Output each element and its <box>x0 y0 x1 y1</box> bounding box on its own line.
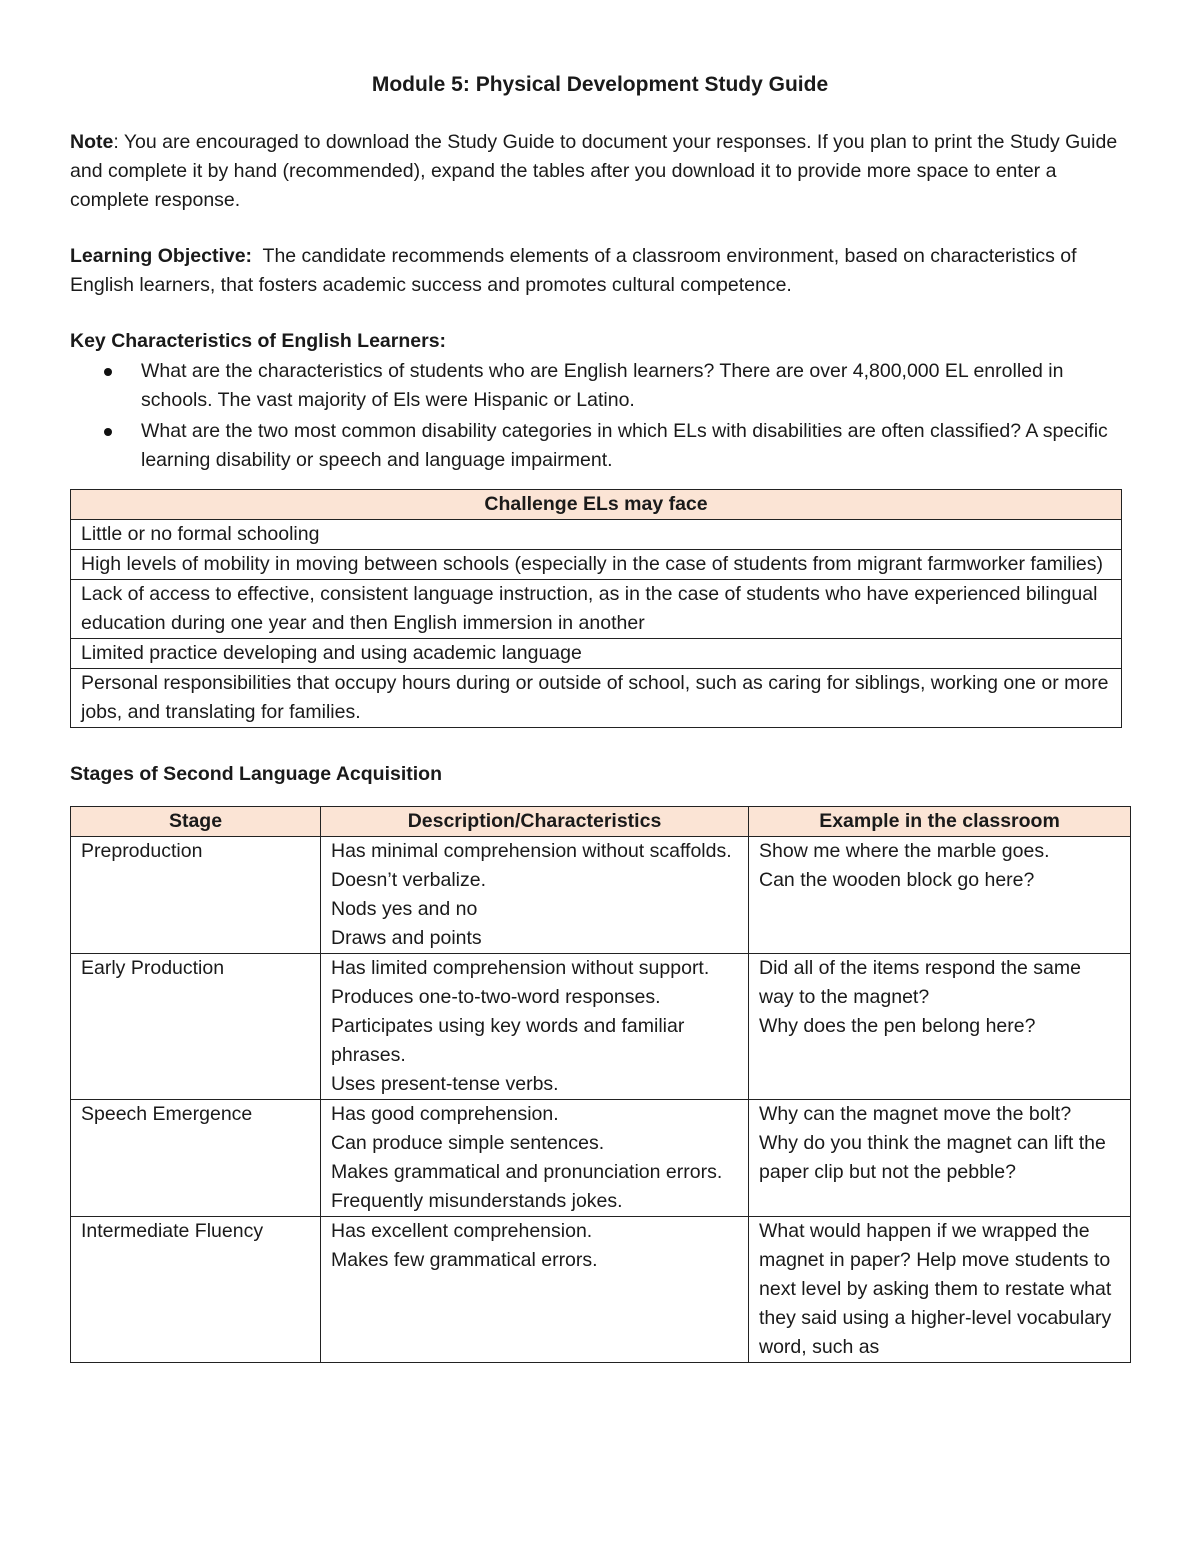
description-line: Can produce simple sentences. <box>331 1132 605 1154</box>
table-row <box>71 954 1131 1100</box>
example-cell <box>749 1100 1131 1217</box>
learning-objective-label: Learning Objective: <box>70 245 253 267</box>
description-cell <box>321 1100 749 1217</box>
stage-cell: Speech Emergence <box>71 1100 321 1217</box>
learning-objective-text: The candidate recommends elements of a classroom environment, based on characteristics of English learners, that fosters academic success and promotes cultural competence. <box>70 245 1082 296</box>
description-line: Has minimal comprehension without scaffolds. <box>331 840 732 862</box>
stages-table <box>70 806 1131 1363</box>
description-cell <box>321 1217 749 1363</box>
example-line: What would happen if we wrapped the magnet in paper? Help move students to next level by asking them to restate what they said using a higher-level vocabulary word, such as <box>759 1220 1112 1358</box>
stage-cell: Preproduction <box>71 837 321 954</box>
challenges-table <box>70 489 1122 728</box>
note-label: Note <box>70 131 114 153</box>
description-line: Has good comprehension. <box>331 1103 559 1125</box>
bullet-icon <box>104 368 112 376</box>
stages-heading: Stages of Second Language Acquisition <box>70 763 442 785</box>
bullet-text: What are the two most common disability categories in which ELs with disabilities are often classified? A specific learning disability or speech and language impairment. <box>141 420 1108 471</box>
document-page <box>70 62 1130 1363</box>
example-cell <box>749 954 1131 1100</box>
column-header-stage: Stage <box>71 807 321 837</box>
description-line: Draws and points <box>331 927 482 949</box>
challenge-cell: Personal responsibilities that occupy hours during or outside of school, such as caring for siblings, working one or more jobs, and translating for families. <box>71 669 1122 728</box>
description-line: Uses present-tense verbs. <box>331 1073 559 1095</box>
list-item <box>141 357 1130 415</box>
example-line: Why do you think the magnet can lift the paper clip but not the pebble? <box>759 1132 1106 1183</box>
example-line: Why does the pen belong here? <box>759 1015 1036 1037</box>
note-paragraph <box>70 128 1130 215</box>
example-cell <box>749 1217 1131 1363</box>
column-header-description: Description/Characteristics <box>321 807 749 837</box>
description-line: Makes grammatical and pronunciation errors. <box>331 1161 723 1183</box>
table-row <box>71 1217 1131 1363</box>
column-header-example: Example in the classroom <box>749 807 1131 837</box>
challenge-cell: Lack of access to effective, consistent language instruction, as in the case of students who have experienced bilingual education during one year and then English immersion in another <box>71 580 1122 639</box>
description-cell <box>321 954 749 1100</box>
note-text: : You are encouraged to download the Study Guide to document your responses. If you plan to print the Study Guide and complete it by hand (recommended), expand the tables after you download it to provide more space to enter a complete response. <box>70 131 1118 211</box>
example-line: Did all of the items respond the same way to the magnet? <box>759 957 1081 1008</box>
challenge-cell: Little or no formal schooling <box>71 520 1122 550</box>
stage-cell: Intermediate Fluency <box>71 1217 321 1363</box>
bullet-icon <box>104 428 112 436</box>
stage-cell: Early Production <box>71 954 321 1100</box>
description-line: Doesn’t verbalize. <box>331 869 486 891</box>
description-line: Has excellent comprehension. <box>331 1220 593 1242</box>
challenge-cell: High levels of mobility in moving between schools (especially in the case of students from migrant farmworker families) <box>71 550 1122 580</box>
bullet-text: What are the characteristics of students who are English learners? There are over 4,800,000 EL enrolled in schools. The vast majority of Els were Hispanic or Latino. <box>141 360 1064 411</box>
table-row <box>71 580 1122 639</box>
challenge-cell: Limited practice developing and using academic language <box>71 639 1122 669</box>
challenges-header: Challenge ELs may face <box>71 490 1122 520</box>
example-line: Why can the magnet move the bolt? <box>759 1103 1072 1125</box>
page-title: Module 5: Physical Development Study Guide <box>371 73 829 96</box>
example-cell <box>749 837 1131 954</box>
list-item <box>141 417 1130 475</box>
key-characteristics-list <box>70 357 1130 475</box>
table-row <box>71 550 1122 580</box>
learning-objective-paragraph <box>70 242 1130 300</box>
description-line: Frequently misunderstands jokes. <box>331 1190 623 1212</box>
table-row <box>71 837 1131 954</box>
key-characteristics-heading: Key Characteristics of English Learners: <box>70 330 447 352</box>
table-header-row <box>71 490 1122 520</box>
table-row <box>71 1100 1131 1217</box>
table-header-row <box>71 807 1131 837</box>
description-cell <box>321 837 749 954</box>
example-line: Show me where the marble goes. <box>759 840 1050 862</box>
example-line: Can the wooden block go here? <box>759 869 1035 891</box>
table-row <box>71 669 1122 728</box>
description-line: Nods yes and no <box>331 898 478 920</box>
description-line: Participates using key words and familiar phrases. <box>331 1015 685 1066</box>
table-row <box>71 639 1122 669</box>
description-line: Makes few grammatical errors. <box>331 1249 598 1271</box>
description-line: Has limited comprehension without support. <box>331 957 710 979</box>
table-row <box>71 520 1122 550</box>
description-line: Produces one-to-two-word responses. <box>331 986 661 1008</box>
